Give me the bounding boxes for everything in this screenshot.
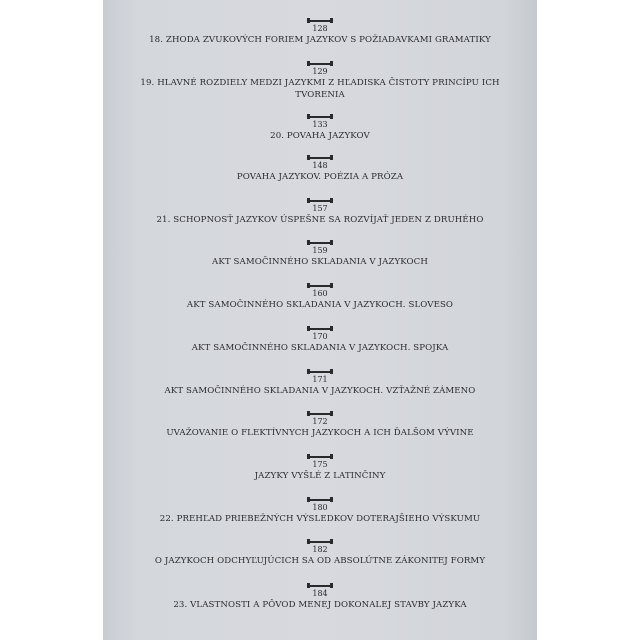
page-number: 182	[312, 545, 328, 554]
entry-title: 23. VLASTNOSTI A PÔVOD MENEJ DOKONALEJ STAVBY JAZYKA	[173, 600, 467, 610]
page-number: 171	[312, 375, 328, 384]
toc-entry	[103, 114, 537, 142]
entry-title: 20. POVAHA JAZYKOV	[270, 131, 370, 141]
toc-entry	[103, 497, 537, 525]
divider-marker	[307, 497, 333, 503]
entry-title: 22. PREHĽAD PRIEBEŽNÝCH VÝSLEDKOV DOTERAJŠIEHO VÝSKUMU	[159, 514, 481, 524]
toc-entry	[103, 240, 537, 268]
toc-entry	[103, 283, 537, 311]
page-number: 160	[312, 289, 328, 298]
book-page	[103, 0, 537, 640]
divider-marker	[307, 114, 333, 120]
toc-entry	[103, 198, 537, 226]
page-number: 175	[312, 460, 328, 469]
toc-entry	[103, 583, 537, 611]
entry-title: O JAZYKOCH ODCHYĽUJÚCICH SA OD ABSOLÚTNE ZÁKONITEJ FORMY	[154, 556, 486, 566]
toc-entry	[103, 61, 537, 101]
divider-marker	[307, 411, 333, 417]
entry-title: 21. SCHOPNOSŤ JAZYKOV ÚSPEŠNE SA ROZVÍJAŤ JEDEN Z DRUHÉHO	[156, 215, 484, 225]
entry-title: AKT SAMOČINNÉHO SKLADANIA V JAZYKOCH. SLOVESO	[186, 300, 454, 310]
toc-entry	[103, 411, 537, 439]
entry-title: 19. HLAVNÉ ROZDIELY MEDZI JAZYKMI Z HĽADISKA ČISTOTY PRINCÍPU ICH TVORENIA	[140, 78, 500, 100]
entry-title: 18. ZHODA ZVUKOVÝCH FORIEM JAZYKOV S POŽIADAVKAMI GRAMATIKY	[149, 35, 491, 45]
divider-marker	[307, 283, 333, 289]
divider-marker	[307, 61, 333, 67]
entry-title: AKT SAMOČINNÉHO SKLADANIA V JAZYKOCH. VZŤAŽNÉ ZÁMENO	[164, 386, 476, 396]
page-number: 184	[312, 589, 328, 598]
toc-entry	[103, 155, 537, 183]
page-number: 128	[312, 24, 328, 33]
divider-marker	[307, 240, 333, 246]
page-number: 148	[312, 161, 328, 170]
toc-entry	[103, 454, 537, 482]
entry-title: POVAHA JAZYKOV. POÉZIA A PRÓZA	[236, 172, 404, 182]
divider-marker	[307, 583, 333, 589]
entry-title: AKT SAMOČINNÉHO SKLADANIA V JAZYKOCH	[212, 257, 428, 267]
toc-entry	[103, 369, 537, 397]
entry-title: UVAŽOVANIE O FLEKTÍVNYCH JAZYKOCH A ICH ĎALŠOM VÝVINE	[166, 428, 474, 438]
toc-entry	[103, 539, 537, 567]
divider-marker	[307, 326, 333, 332]
page-number: 159	[312, 246, 328, 255]
page-number: 133	[312, 120, 328, 129]
page-number: 170	[312, 332, 328, 341]
toc-entry	[103, 18, 537, 46]
divider-marker	[307, 539, 333, 545]
divider-marker	[307, 369, 333, 375]
entry-title: JAZYKY VYŠLÉ Z LATINČINY	[254, 471, 386, 481]
page-number: 157	[312, 204, 328, 213]
toc-entry	[103, 326, 537, 354]
divider-marker	[307, 454, 333, 460]
page-number: 180	[312, 503, 328, 512]
page-number: 129	[312, 67, 328, 76]
page-number: 172	[312, 417, 328, 426]
divider-marker	[307, 18, 333, 24]
entry-title: AKT SAMOČINNÉHO SKLADANIA V JAZYKOCH. SPOJKA	[191, 343, 449, 353]
divider-marker	[307, 155, 333, 161]
divider-marker	[307, 198, 333, 204]
